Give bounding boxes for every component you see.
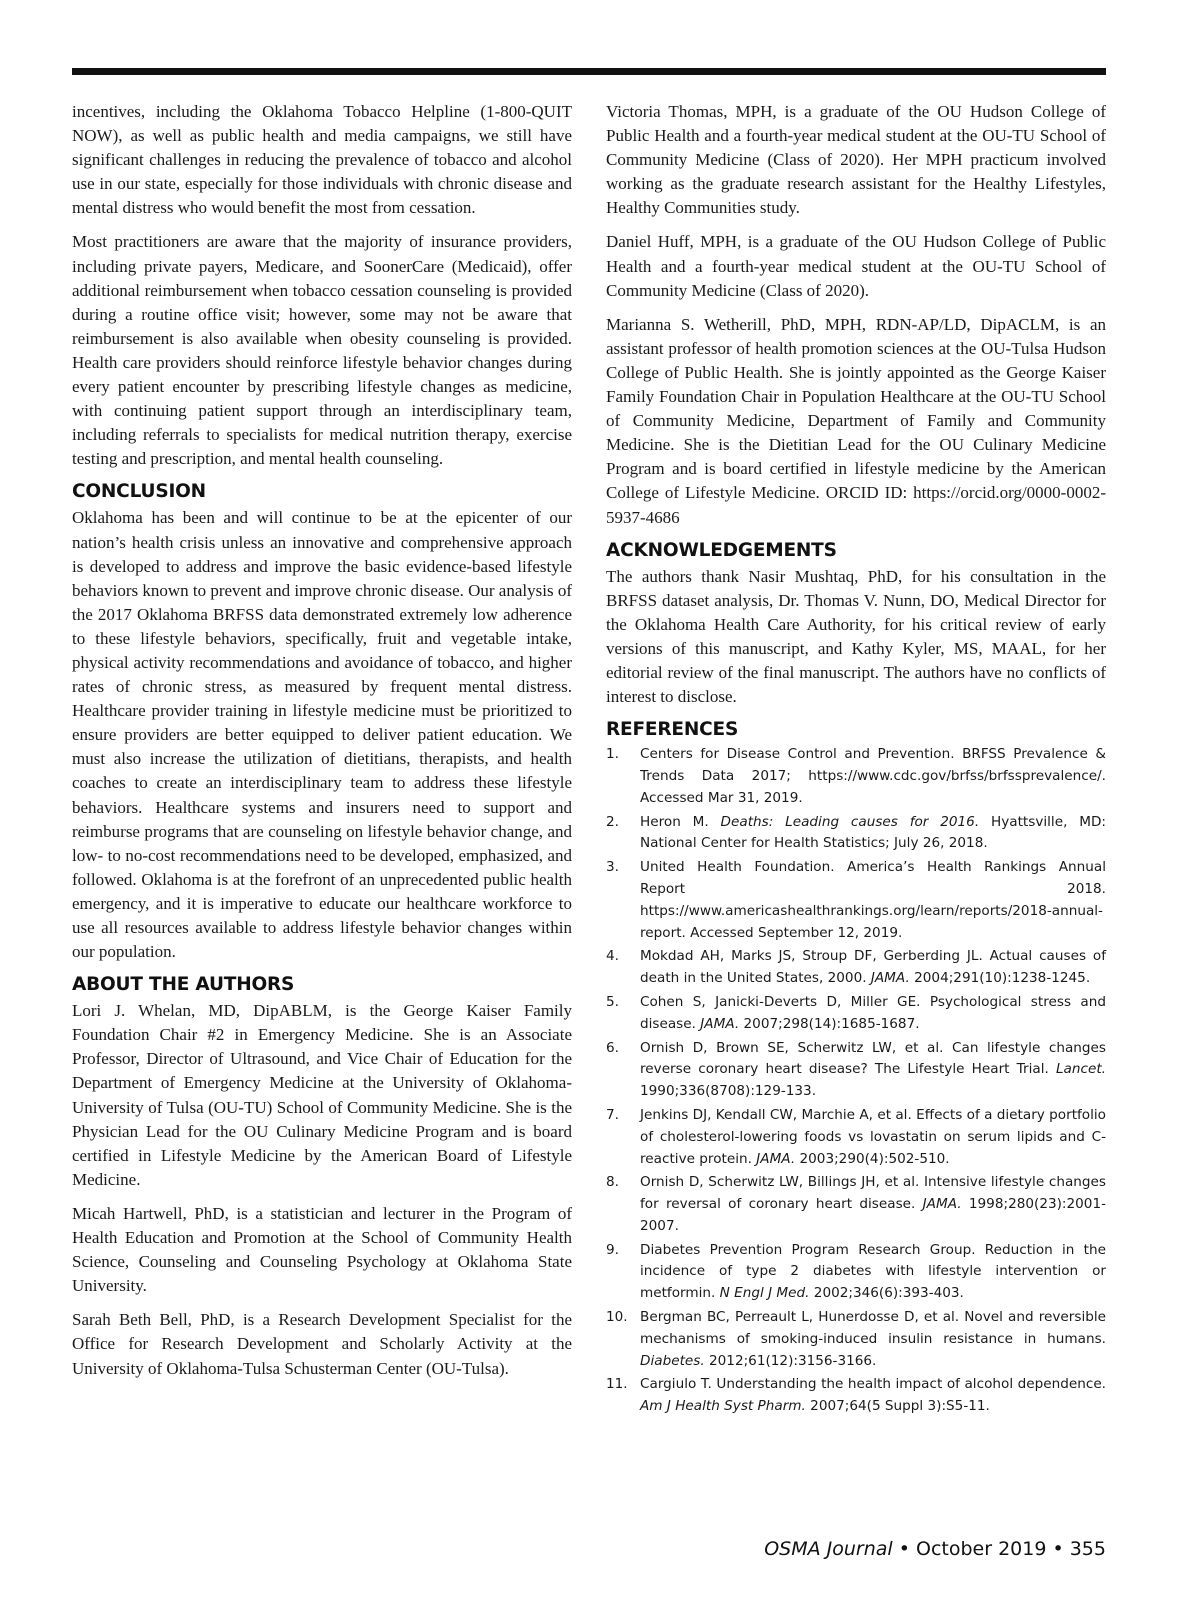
reference-item	[606, 1172, 1106, 1237]
conclusion-text: Oklahoma has been and will continue to be at the epicenter of our nation’s health crisis unless an innovative and comprehensive approach is developed to address and improve the basic evidence-based lifestyle behaviors known to prevent and improve chronic disease. Our analysis of the 2017 Oklahoma BRFSS data demonstrated extremely low adherence to these lifestyle behaviors, specifically, fruit and vegetable intake, physical activity recommendations and avoidance of tobacco, and higher rates of chronic stress, as measured by frequent mental distress. Healthcare provider training in lifestyle medicine must be prioritized to ensure providers are better equipped to deliver patient education. We must also increase the utilization of dietitians, therapists, and health coaches to create an interdisciplinary team to address these lifestyle behaviors. Healthcare systems and insurers need to support and reimburse programs that are counseling on lifestyle behavior change, and low- to no-cost recommendations need to be developed, emphasized, and followed. Oklahoma is at the forefront of an unprecedented public health emergency, and it is imperative to educate our healthcare workforce to use all resources available to address lifestyle behavior changes within our population.	[72, 508, 572, 962]
reference-text	[640, 1105, 1106, 1170]
reference-details: 2007;298(14):1685-1687.	[739, 1015, 920, 1032]
reference-text	[640, 946, 1106, 990]
reference-item	[606, 1374, 1106, 1418]
conclusion-heading: CONCLUSION	[72, 481, 206, 503]
reference-item	[606, 812, 1106, 856]
reference-details: 2007;64(5 Suppl 3):S5-11.	[805, 1398, 990, 1415]
reference-number: 4.	[606, 948, 619, 965]
reference-number: 5.	[606, 993, 619, 1010]
references-heading: REFERENCES	[606, 719, 739, 741]
reference-source: Deaths: Leading causes for 2016.	[720, 813, 980, 830]
author-bio-thomas: Victoria Thomas, MPH, is a graduate of the OU Hudson College of Public Health and a fourth-year medical student at the OU-TU School of Community Medicine (Class of 2020). Her MPH practicum involved working as the graduate research assistant for the Healthy Lifestyles, Healthy Communities study.	[606, 102, 1106, 218]
reference-source: JAMA.	[700, 1015, 740, 1032]
author-bio-hartwell: Micah Hartwell, PhD, is a statistician and lecturer in the Program of Health Education and Promotion at the School of Community Health Science, Counseling and Counseling Psychology at Oklahoma State University.	[72, 1203, 572, 1296]
reference-details: 2003;290(4):502-510.	[795, 1150, 950, 1167]
reference-number: 6.	[606, 1039, 619, 1056]
author-bio-bell: Sarah Beth Bell, PhD, is a Research Development Specialist for the Office for Research Development and Scholarly Activity at the University of Oklahoma-Tulsa Schusterman Center (OU-Tulsa).	[72, 1310, 572, 1378]
intro-paragraph-1: incentives, including the Oklahoma Tobacco Helpline (1-800-QUIT NOW), as well as public health and media campaigns, we still have significant challenges in reducing the prevalence of tobacco and alcohol use in our state, especially for those individuals with chronic disease and mental distress who would benefit the most from cessation.	[72, 102, 572, 218]
reference-number: 1.	[606, 746, 619, 763]
reference-text	[640, 992, 1106, 1036]
reference-item	[606, 1105, 1106, 1170]
reference-citation: Ornish D, Scherwitz LW, Billings JH, et al. Intensive lifestyle changes for reversal of coronary heart disease.	[640, 1174, 1106, 1213]
page-footer	[764, 1538, 1106, 1560]
reference-citation: Centers for Disease Control and Prevention. BRFSS Prevalence & Trends Data 2017; https://www.cdc.gov/brfss/brfssprevalence/. Accessed Mar 31, 2019.	[640, 746, 1106, 806]
reference-details: 2012;61(12):3156-3166.	[704, 1352, 877, 1369]
reference-citation: Heron M.	[640, 813, 721, 830]
reference-text	[640, 744, 1106, 809]
author-bio-whelan: Lori J. Whelan, MD, DipABLM, is the George Kaiser Family Foundation Chair #2 in Emergency Medicine. She is an Associate Professor, Director of Ultrasound, and Vice Chair of Education for the Department of Emergency Medicine at the University of Oklahoma-University of Tulsa (OU-TU) School of Community Medicine. She is the Physician Lead for the OU Culinary Medicine Program and is board certified in Lifestyle Medicine by the American Board of Lifestyle Medicine.	[72, 1001, 572, 1189]
left-column	[72, 100, 572, 1391]
reference-text	[640, 1038, 1106, 1103]
journal-name: OSMA Journal	[764, 1538, 893, 1560]
reference-details: 1990;336(8708):129-133.	[640, 1083, 817, 1100]
reference-citation: Diabetes Prevention Program Research Group. Reduction in the incidence of type 2 diabetes with lifestyle intervention or metformin.	[640, 1241, 1106, 1302]
reference-details: 2004;291(10):1238-1245.	[909, 970, 1091, 987]
reference-source: Lancet.	[1055, 1061, 1106, 1078]
reference-text	[640, 812, 1106, 856]
reference-source: JAMA.	[870, 970, 910, 987]
references-list	[606, 744, 1106, 1418]
reference-number: 10.	[606, 1309, 628, 1326]
reference-text	[640, 1240, 1106, 1305]
reference-source: JAMA.	[756, 1150, 796, 1167]
reference-source: Am J Health Syst Pharm.	[640, 1398, 806, 1415]
reference-item	[606, 857, 1106, 944]
reference-item	[606, 744, 1106, 809]
reference-details: Hyattsville, MD: National Center for Health Statistics; July 26, 2018.	[640, 813, 1107, 852]
reference-item	[606, 1038, 1106, 1103]
reference-citation: Cohen S, Janicki-Deverts D, Miller GE. Psychological stress and disease.	[640, 993, 1106, 1032]
reference-citation: Jenkins DJ, Kendall CW, Marchie A, et al. Effects of a dietary portfolio of cholesterol-lowering foods vs lovastatin on serum lipids and C-reactive protein.	[640, 1106, 1106, 1167]
about-authors-heading: ABOUT THE AUTHORS	[72, 974, 295, 996]
author-bio-wetherill: Marianna S. Wetherill, PhD, MPH, RDN-AP/LD, DipACLM, is an assistant professor of health promotion sciences at the OU-Tulsa Hudson College of Public Health. She is jointly appointed as the George Kaiser Family Foundation Chair in Population Healthcare at the OU-TU School of Community Medicine, Department of Family and Community Medicine. She is the Dietitian Lead for the OU Culinary Medicine Program and is board certified in lifestyle medicine by the American College of Lifestyle Medicine. ORCID ID: https://orcid.org/0000-0002-5937-4686	[606, 314, 1106, 527]
reference-details: 1998;280(23):2001-2007.	[640, 1196, 1106, 1234]
top-rule	[72, 68, 1106, 75]
reference-source: Diabetes.	[640, 1352, 705, 1369]
reference-number: 11.	[606, 1376, 628, 1393]
reference-source: N Engl J Med.	[719, 1285, 810, 1302]
reference-number: 3.	[606, 859, 619, 876]
acknowledgements-text: The authors thank Nasir Mushtaq, PhD, for his consultation in the BRFSS dataset analysis, Dr. Thomas V. Nunn, DO, Medical Director for the Oklahoma Health Care Authority, for his critical review of early versions of this manuscript, and Kathy Kyler, MS, MAAL, for her editorial review of the final manuscript. The authors have no conflicts of interest to disclose.	[606, 566, 1106, 707]
acknowledgements-heading: ACKNOWLEDGEMENTS	[606, 539, 837, 561]
reference-item	[606, 1307, 1106, 1372]
author-bio-huff: Daniel Huff, MPH, is a graduate of the OU Hudson College of Public Health and a fourth-year medical student at the OU-TU School of Community Medicine (Class of 2020).	[606, 232, 1106, 300]
reference-text	[640, 1374, 1106, 1418]
reference-item	[606, 992, 1106, 1036]
intro-paragraph-2: Most practitioners are aware that the majority of insurance providers, including private payers, Medicare, and SoonerCare (Medicaid), offer additional reimbursement when tobacco cessation counseling is provided during a routine office visit; however, some may not be aware that reimbursement is also available when obesity counseling is provided. Health care providers should reinforce lifestyle behavior changes during every patient encounter by prescribing lifestyle changes as medicine, with continuing patient support through an interdisciplinary team, including referrals to specialists for medical nutrition therapy, exercise testing and prescription, and mental health counseling.	[72, 232, 572, 469]
reference-number: 7.	[606, 1106, 619, 1123]
reference-citation: Ornish D, Brown SE, Scherwitz LW, et al. Can lifestyle changes reverse coronary heart disease? The Lifestyle Heart Trial.	[640, 1039, 1106, 1078]
reference-citation: Mokdad AH, Marks JS, Stroup DF, Gerberding JL. Actual causes of death in the United States, 2000.	[640, 948, 1106, 987]
reference-text	[640, 1307, 1106, 1372]
right-column	[606, 100, 1106, 1420]
reference-citation: United Health Foundation. America’s Health Rankings Annual Report 2018. https://www.americashealthrankings.org/learn/reports/2018-annual-report. Accessed September 12, 2019.	[640, 859, 1106, 941]
reference-number: 8.	[606, 1174, 619, 1191]
reference-number: 9.	[606, 1241, 619, 1258]
reference-citation: Cargiulo T. Understanding the health impact of alcohol dependence.	[640, 1376, 1106, 1393]
reference-text	[640, 1172, 1106, 1237]
reference-item	[606, 1240, 1106, 1305]
footer-issue-page: • October 2019 • 355	[892, 1538, 1106, 1560]
reference-number: 2.	[606, 813, 619, 830]
reference-item	[606, 946, 1106, 990]
reference-citation: Bergman BC, Perreault L, Hunerdosse D, et al. Novel and reversible mechanisms of smoking-induced insulin resistance in humans.	[640, 1309, 1106, 1347]
reference-text	[640, 857, 1106, 944]
reference-source: JAMA.	[922, 1196, 962, 1213]
reference-details: 2002;346(6):393-403.	[809, 1285, 964, 1302]
